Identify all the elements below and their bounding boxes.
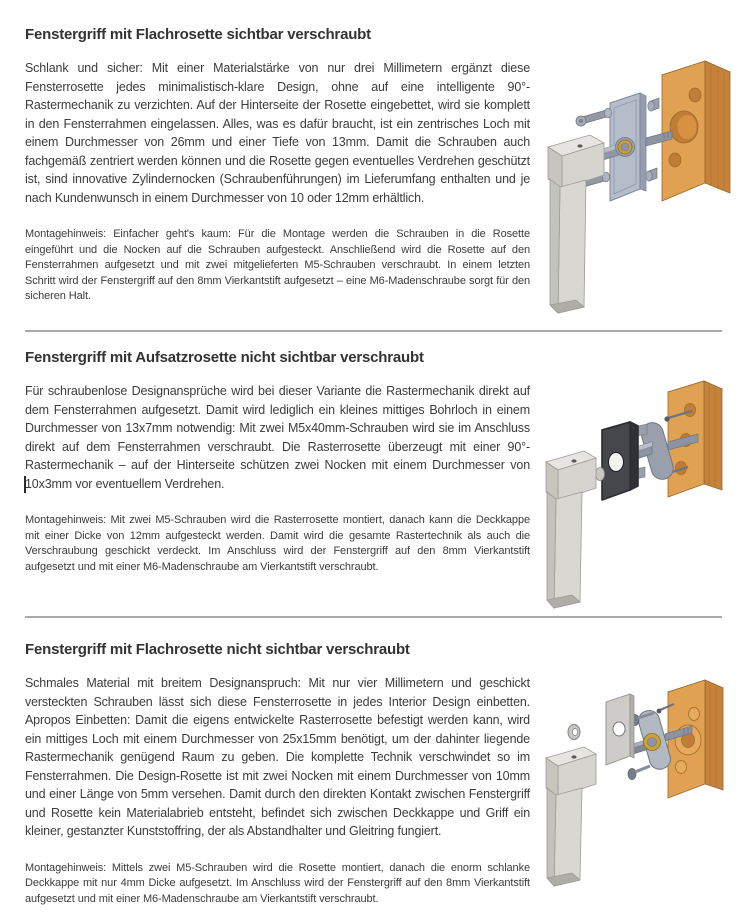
handle-neck [596, 468, 605, 481]
illustration-aufsatzrosette [540, 378, 750, 618]
exploded-view-drawing [542, 652, 752, 892]
grub-screw-hole [577, 144, 582, 147]
section-divider [25, 330, 722, 332]
section-heading: Fenstergriff mit Aufsatzrosette nicht sichtbar verschraubt [25, 349, 424, 366]
kunststoffring-spacer [568, 725, 580, 740]
window-handle [548, 135, 604, 313]
frame-screw-hole [689, 88, 701, 102]
frame-screw-hole [669, 153, 681, 167]
frame-screw-hole [685, 404, 696, 417]
section-body: Schlank und sicher: Mit einer Materialstärke von nur drei Millimetern ergänzt diese Fensterrosette jedes minimalistisch-klare Design, ohne auf eine intelligente 90°-Rastermechanik zu verzichten. Auf der Hinterseite der Rosette eingebettet, wird sie komplett in den Fensterrahmen eingelassen. Alles, was es dafür braucht, ist ein zentrisches Loch mit einem Durchmesser von 26mm und einer Tiefe von 13mm. Damit die Schrauben auch fachgemäß zentriert werden können und die Rosette gegen eventuelles Verdrehen geschützt ist, sind innovative Zylindernocken (Schraubenführungen) im Lieferumfang enthalten und je nach Kundenwunsch in einem Durchmesser von 10 oder 12mm erhältlich. [25, 61, 530, 205]
deckkappe-thin-plate [606, 694, 634, 765]
text-cursor [24, 476, 26, 493]
montage-note: Montagehinweis: Mittels zwei M5-Schrauben wird die Rosette montiert, danach die enorm schlanke Deckkappe mit nur 4mm Dicke aufgesetzt. Im Anschluss wird der Fenstergriff auf den 8mm Vierkantstift aufgesetzt und mit einer M6-Madenschraube am Vierkantstift verschraubt. [25, 861, 530, 905]
section-flachrosette-nicht-sichtbar [25, 641, 530, 907]
wood-block [668, 680, 723, 798]
illustration-flachrosette-sichtbar [542, 55, 752, 325]
screw-head [628, 769, 636, 780]
window-handle [546, 451, 605, 608]
plate-hole [613, 722, 625, 736]
section-body: Schmales Material mit breitem Designanspruch: Mit nur vier Millimetern und geschickt versteckten Schrauben lässt sich diese Fensterrosette in jedes Interior Design einbetten. Apropos Einbetten: Damit die eigens entwickelte Rasterrosette befestigt werden kann, wird ein mittiges Loch mit einem Durchmesser von 25x15mm benötigt, um der dahinter liegende Rastermechanik genügend Raum zu geben. Die komplette Technik verschwindet so im Fensterrahmen. Die Design-Rosette ist mit zwei Nocken mit einem Durchmesser von 10mm und einer Länge von 5mm versehen. Damit durch den direkten Kontakt zwischen Fenstergriff und Rosette kein Materialabrieb entsteht, befindet sich zwischen Deckkappe und Griff ein kleiner, gestanzter Kunststoffring, der als Abstandhalter und Gleitring fungiert. [25, 676, 530, 838]
section-heading: Fenstergriff mit Flachrosette nicht sichtbar verschraubt [25, 641, 410, 658]
window-handle [546, 747, 596, 886]
section-heading: Fenstergriff mit Flachrosette sichtbar verschraubt [25, 26, 371, 43]
section-flachrosette-sichtbar [25, 26, 530, 305]
illustration-flachrosette-nicht-sichtbar [542, 652, 752, 897]
montage-note: Montagehinweis: Einfacher geht's kaum: Für die Montage werden die Schrauben in die Rosette eingeführt und die Nocken auf die Schrauben aufgesteckt. Anschließend wird die Rosette auf den Fensterrahmen aufgesetzt und mit zwei mitgelieferten M5-Schrauben verschraubt. In einem letzten Schritt wird der Fenstergriff auf den 8mm Vierkantstift aufgesetzt – eine M6-Madenschraube sorgt für den sicheren Halt. [25, 228, 530, 302]
exploded-view-drawing [542, 55, 752, 320]
montage-note: Montagehinweis: Mit zwei M5-Schrauben wird die Rasterrosette montiert, danach kann die Deckkappe mit einer Dicke von 12mm aufgesteckt werden. Damit wird die gesamte Rastertechnik als auch die Verschraubung geschickt verdeckt. Im Anschluss wird der Fenstergriff auf den 8mm Vierkantstift aufgesetzt und mit einer M6-Madenschraube am Vierkantstift verschraubt. [25, 514, 530, 573]
grub-screw-hole [571, 755, 576, 758]
exploded-view-drawing [540, 378, 750, 613]
section-aufsatzrosette [25, 349, 530, 575]
cap-hole [609, 453, 624, 472]
deckkappe-dark-cap [602, 422, 638, 500]
grub-screw-hole [571, 459, 576, 462]
section-body: Für schraubenlose Designansprüche wird bei dieser Variante die Rastermechanik direkt auf dem Fensterrahmen aufgesetzt. Damit wird lediglich ein kleines mittiges Bohrloch in einem Durchmesser von 13x7mm notwendig: Mit zwei M5x40mm-Schrauben wird sie im Anschluss direkt auf dem Fensterrahmen verschraubt. Die Rasterrosette überzeugt mit einer 90°-Rastermechanik – auf der Hinterseite schützen zwei Nocken mit einem Durchmesser von 10x3mm vor eventuellem Verdrehen. [25, 384, 530, 491]
